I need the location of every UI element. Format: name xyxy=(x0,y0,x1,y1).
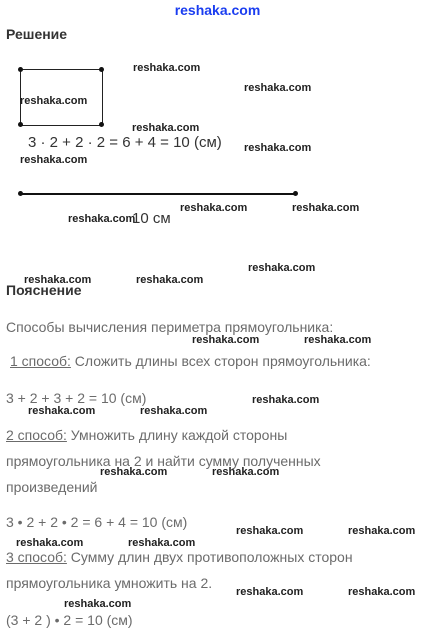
watermark: reshaka.com xyxy=(244,142,312,154)
rectangle-vertex xyxy=(99,122,104,127)
watermark: reshaka.com xyxy=(140,405,208,417)
watermark: reshaka.com xyxy=(28,405,96,417)
site-title[interactable]: reshaka.com xyxy=(174,2,261,18)
watermark: reshaka.com xyxy=(248,262,316,274)
watermark: reshaka.com xyxy=(20,95,88,107)
segment-label: 10 см xyxy=(132,210,171,227)
method2-label: 2 способ: xyxy=(6,427,67,443)
watermark: reshaka.com xyxy=(236,525,304,537)
watermark: reshaka.com xyxy=(348,586,416,598)
watermark: reshaka.com xyxy=(180,202,248,214)
method2-formula: 3 • 2 + 2 • 2 = 6 + 4 = 10 (см) xyxy=(6,514,188,530)
rectangle-vertex xyxy=(18,67,23,72)
method3-line1 xyxy=(6,549,353,565)
method2-line1 xyxy=(6,427,287,443)
explanation-intro: Способы вычисления периметра прямоугольника: xyxy=(6,319,334,335)
watermark: reshaka.com xyxy=(128,537,196,549)
watermark: reshaka.com xyxy=(304,334,372,346)
method3-text: Сумму длин двух противоположных сторон xyxy=(66,549,353,565)
watermark: reshaka.com xyxy=(236,586,304,598)
method1-label: 1 способ: xyxy=(10,353,71,369)
method3-line2: прямоугольника умножить на 2. xyxy=(6,575,213,591)
method1-line xyxy=(10,353,371,369)
method1-formula: 3 + 2 + 3 + 2 = 10 (см) xyxy=(6,390,147,406)
watermark: reshaka.com xyxy=(133,62,201,74)
watermark: reshaka.com xyxy=(348,525,416,537)
method2-line3: произведений xyxy=(6,479,98,495)
segment-line xyxy=(20,193,295,195)
method1-text: Сложить длины всех сторон прямоугольника: xyxy=(70,353,371,369)
watermark: reshaka.com xyxy=(244,82,312,94)
explanation-heading: Пояснение xyxy=(6,282,82,298)
watermark: reshaka.com xyxy=(16,537,84,549)
watermark: reshaka.com xyxy=(132,122,200,134)
watermark: reshaka.com xyxy=(64,598,132,610)
watermark: reshaka.com xyxy=(212,466,280,478)
segment-endpoint xyxy=(293,191,298,196)
segment-endpoint xyxy=(18,191,23,196)
watermark: reshaka.com xyxy=(20,154,88,166)
watermark: reshaka.com xyxy=(136,274,204,286)
watermark: reshaka.com xyxy=(292,202,360,214)
watermark: reshaka.com xyxy=(192,334,260,346)
method3-formula: (3 + 2 ) • 2 = 10 (см) xyxy=(6,612,133,628)
watermark: reshaka.com xyxy=(68,213,136,225)
rectangle-vertex xyxy=(18,122,23,127)
method2-line2: прямоугольника на 2 и найти сумму полученных xyxy=(6,453,321,469)
watermark: reshaka.com xyxy=(252,394,320,406)
method3-label: 3 способ: xyxy=(6,549,67,565)
method2-text: Умножить длину каждой стороны xyxy=(66,427,288,443)
solution-heading: Решение xyxy=(6,26,68,42)
solution-equation: 3 · 2 + 2 · 2 = 6 + 4 = 10 (см) xyxy=(28,134,222,151)
rectangle-vertex xyxy=(99,67,104,72)
watermark: reshaka.com xyxy=(100,466,168,478)
watermark: reshaka.com xyxy=(24,274,92,286)
